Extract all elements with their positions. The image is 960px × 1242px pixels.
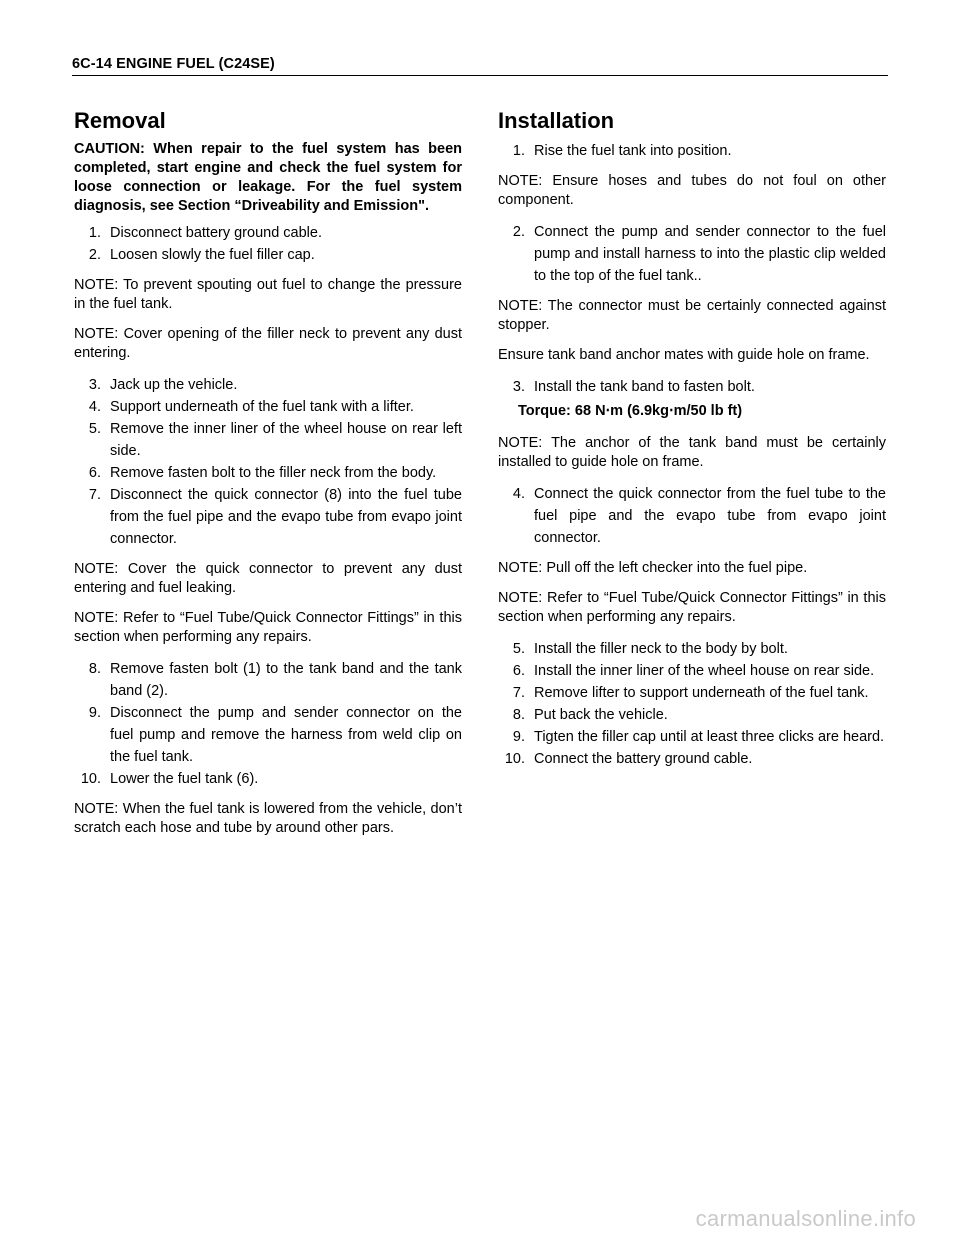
step-item bbox=[74, 702, 462, 768]
step-item bbox=[498, 483, 886, 549]
step-text: Install the tank band to fasten bolt. bbox=[534, 379, 755, 396]
removal-note-4: NOTE: Refer to “Fuel Tube/Quick Connector Fittings” in this section when performing any repairs. bbox=[74, 610, 462, 646]
step-text: Tigten the filler cap until at least three clicks are heard. bbox=[534, 729, 885, 746]
step-text: Disconnect the pump and sender connector on the fuel pump and remove the harness from weld clip on the fuel tank. bbox=[110, 705, 462, 766]
step-item bbox=[74, 768, 462, 790]
installation-steps-5-10 bbox=[498, 638, 886, 770]
step-item bbox=[74, 462, 462, 484]
step-text: Remove fasten bolt (1) to the tank band and the tank band (2). bbox=[110, 661, 462, 700]
installation-note-4: NOTE: The anchor of the tank band must be certainly installed to guide hole on frame. bbox=[498, 435, 886, 471]
step-item bbox=[74, 658, 462, 702]
step-number: 2. bbox=[88, 247, 101, 264]
step-number: 3. bbox=[88, 377, 101, 394]
step-number: 6. bbox=[88, 465, 101, 482]
page-header: 6C-14 ENGINE FUEL (C24SE) bbox=[72, 56, 888, 76]
step-number: 9. bbox=[88, 705, 101, 722]
step-number: 4. bbox=[88, 399, 101, 416]
removal-section bbox=[74, 108, 462, 849]
step-item bbox=[74, 396, 462, 418]
step-text: Put back the vehicle. bbox=[534, 707, 668, 724]
step-item bbox=[498, 704, 886, 726]
step-text: Support underneath of the fuel tank with a lifter. bbox=[110, 399, 414, 416]
step-text: Jack up the vehicle. bbox=[110, 377, 238, 394]
step-number: 5. bbox=[88, 421, 101, 438]
installation-note-3: Ensure tank band anchor mates with guide hole on frame. bbox=[498, 347, 870, 364]
step-text: Loosen slowly the fuel filler cap. bbox=[110, 247, 315, 264]
step-number: 10. bbox=[80, 771, 101, 788]
step-text: Connect the battery ground cable. bbox=[534, 751, 753, 768]
step-text: Connect the pump and sender connector to the fuel pump and install harness to into the plastic clip welded to the top of the fuel tank.. bbox=[534, 224, 886, 285]
installation-step-1 bbox=[498, 140, 886, 162]
step-number: 7. bbox=[512, 685, 525, 702]
step-item bbox=[498, 660, 886, 682]
step-item bbox=[498, 376, 886, 398]
removal-heading: Removal bbox=[74, 108, 166, 133]
step-item bbox=[74, 244, 462, 266]
step-text: Install the inner liner of the wheel house on rear side. bbox=[534, 663, 875, 680]
step-number: 1. bbox=[512, 143, 525, 160]
step-item bbox=[74, 418, 462, 462]
step-number: 6. bbox=[512, 663, 525, 680]
removal-steps-1-2 bbox=[74, 222, 462, 266]
step-item bbox=[74, 374, 462, 396]
installation-note-6: NOTE: Refer to “Fuel Tube/Quick Connector Fittings” in this section when performing any repairs. bbox=[498, 590, 886, 626]
removal-note-3: NOTE: Cover the quick connector to prevent any dust entering and fuel leaking. bbox=[74, 561, 462, 597]
torque-spec: Torque: 68 N⋅m (6.9kg⋅m/50 lb ft) bbox=[518, 403, 743, 420]
step-item bbox=[498, 748, 886, 770]
installation-section bbox=[498, 108, 886, 780]
installation-step-4 bbox=[498, 483, 886, 549]
step-number: 1. bbox=[88, 225, 101, 242]
step-text: Disconnect battery ground cable. bbox=[110, 225, 322, 242]
removal-note-1: NOTE: To prevent spouting out fuel to change the pressure in the fuel tank. bbox=[74, 277, 462, 313]
caution-text: CAUTION: When repair to the fuel system has been completed, start engine and check the fuel system for loose connection or leakage. For the fuel system diagnosis, see Section “Driveability and Emission". bbox=[74, 141, 462, 215]
installation-note-1: NOTE: Ensure hoses and tubes do not foul on other component. bbox=[498, 173, 886, 209]
installation-note-2: NOTE: The connector must be certainly connected against stopper. bbox=[498, 298, 886, 334]
step-number: 3. bbox=[512, 379, 525, 396]
step-item bbox=[74, 484, 462, 550]
step-number: 7. bbox=[88, 487, 101, 504]
removal-steps-3-7 bbox=[74, 374, 462, 550]
removal-note-5: NOTE: When the fuel tank is lowered from the vehicle, don’t scratch each hose and tube by around other pars. bbox=[74, 801, 462, 837]
step-text: Connect the quick connector from the fuel tube to the fuel pipe and the evapo tube from evapo joint connector. bbox=[534, 486, 886, 547]
step-number: 9. bbox=[512, 729, 525, 746]
step-number: 8. bbox=[88, 661, 101, 678]
step-text: Remove lifter to support underneath of the fuel tank. bbox=[534, 685, 869, 702]
step-text: Disconnect the quick connector (8) into the fuel tube from the fuel pipe and the evapo tube from evapo joint connector. bbox=[110, 487, 462, 548]
step-item bbox=[498, 140, 886, 162]
watermark: carmanualsonline.info bbox=[695, 1206, 916, 1231]
installation-step-3 bbox=[498, 376, 886, 398]
step-text: Rise the fuel tank into position. bbox=[534, 143, 732, 160]
step-item bbox=[74, 222, 462, 244]
step-number: 5. bbox=[512, 641, 525, 658]
removal-steps-8-10 bbox=[74, 658, 462, 790]
installation-note-5: NOTE: Pull off the left checker into the fuel pipe. bbox=[498, 560, 808, 577]
installation-step-2 bbox=[498, 221, 886, 287]
step-item bbox=[498, 726, 886, 748]
step-number: 4. bbox=[512, 486, 525, 503]
step-text: Remove the inner liner of the wheel house on rear left side. bbox=[110, 421, 462, 460]
removal-note-2: NOTE: Cover opening of the filler neck to prevent any dust entering. bbox=[74, 326, 462, 362]
step-text: Install the filler neck to the body by bolt. bbox=[534, 641, 788, 658]
step-item bbox=[498, 682, 886, 704]
step-item bbox=[498, 221, 886, 287]
step-number: 2. bbox=[512, 224, 525, 241]
step-number: 8. bbox=[512, 707, 525, 724]
step-number: 10. bbox=[504, 751, 525, 768]
step-text: Remove fasten bolt to the filler neck from the body. bbox=[110, 465, 437, 482]
installation-heading: Installation bbox=[498, 108, 615, 133]
step-text: Lower the fuel tank (6). bbox=[110, 771, 259, 788]
step-item bbox=[498, 638, 886, 660]
